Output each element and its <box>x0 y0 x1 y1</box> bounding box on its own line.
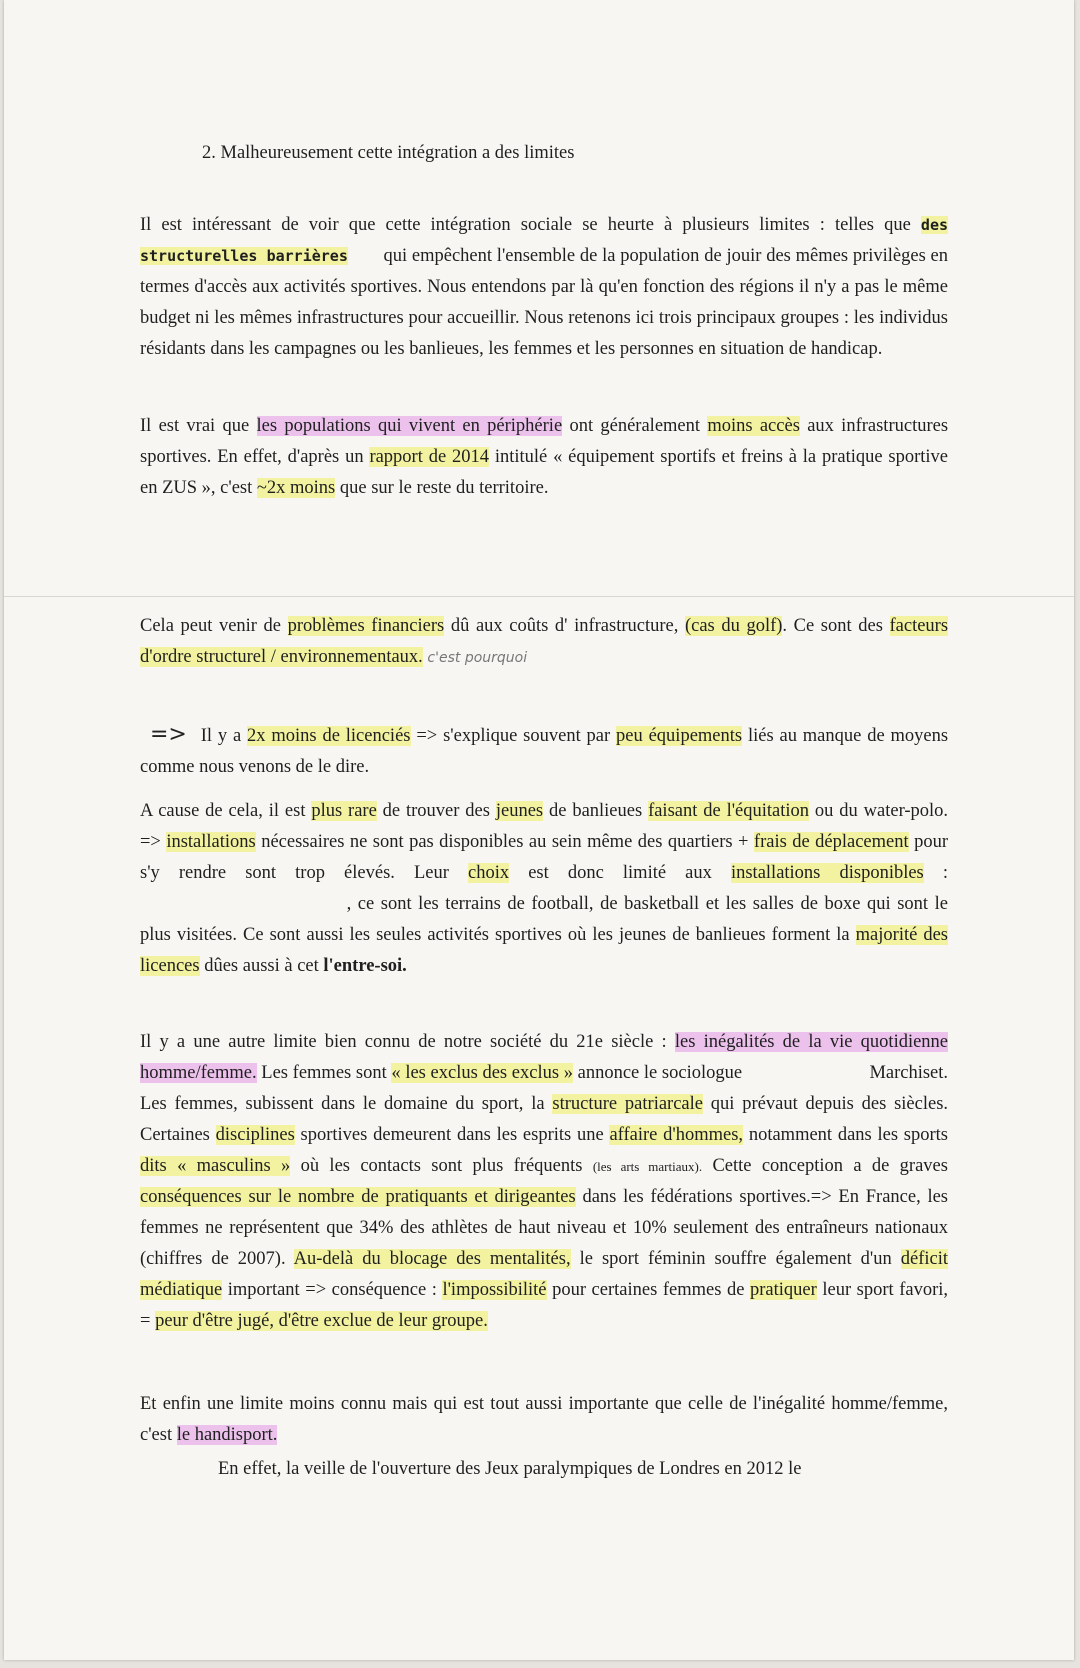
highlight: « les exclus des exclus » <box>391 1063 573 1083</box>
highlight: (cas du golf) <box>684 616 783 636</box>
highlight: choix <box>468 863 510 883</box>
highlight: majorité des licences <box>140 925 949 976</box>
highlight: affaire d'hommes, <box>609 1125 744 1145</box>
highlight: ~2x moins <box>256 478 336 498</box>
highlight: le handisport. <box>176 1425 278 1445</box>
paragraph-londres: En effet, la veille de l'ouverture des Jeux paralympiques de Londres en 2012 le <box>218 1459 802 1479</box>
arrow-icon: => <box>150 722 187 747</box>
highlight: facteurs d'ordre structurel / environnementaux. <box>140 616 949 667</box>
highlight: installations <box>166 832 256 852</box>
paragraph-femmes: Il y a une autre limite bien connu de notre société du 21e siècle : les inégalités de la vie quotidienne homme/femme. Les femmes sont « les exclus des exclus » annonce le sociologue Marchiset. Les femmes, subissent dans le domaine du sport, la structure patriarcale qui prévaut depuis des siècles. Certaines disciplines sportives demeurent dans les esprits une affaire d'hommes, notamment dans les sports dits « masculins » où les contacts sont plus fréquents (les arts martiaux). Cette conception a de graves conséquences sur le nombre de pratiquants et dirigeantes dans les fédérations sportives.=> En France, les femmes ne représentent que 34% des athlètes de haut niveau et 10% seulement des entraîneurs nationaux (chiffres de 2007). Au-delà du blocage des mentalités, le sport féminin souffre également d'un déficit médiatique important => conséquence : l'impossibilité pour certaines femmes de pratiquer leur sport favori, = peur d'être jugé, d'être exclue de leur groupe. <box>140 1032 949 1331</box>
highlight: problèmes financiers <box>287 616 445 636</box>
highlight: pratiquer <box>750 1280 817 1300</box>
handwritten-note: c'est pourquoi <box>427 650 528 666</box>
paragraph-licencies: => Il y a 2x moins de licenciés => s'explique souvent par peu équipements liés au manque de moyens comme nous venons de le dire. <box>140 722 949 777</box>
paragraph-handisport: Et enfin une limite moins connu mais qui est tout aussi importante que celle de l'inégalité homme/femme, c'est le handisport. <box>140 1394 948 1445</box>
highlight: structure patriarcale <box>552 1094 703 1114</box>
highlight: peu équipements <box>616 726 743 746</box>
paragraph-financier: Cela peut venir de problèmes financiers dû aux coûts d' infrastructure, (cas du golf). Ce sont des facteurs d'ordre structurel / environnementaux. c'est pourquoi <box>140 616 949 667</box>
highlight: rapport de 2014 <box>369 447 489 467</box>
highlight: jeunes <box>495 801 544 821</box>
highlight: plus rare <box>311 801 377 821</box>
highlight: 2x moins de licenciés <box>247 726 411 746</box>
highlight: l'impossibilité <box>442 1280 547 1300</box>
highlight: les populations qui vivent en périphérie <box>256 416 563 436</box>
document-page <box>4 0 1074 1660</box>
highlight: frais de déplacement <box>753 832 909 852</box>
section-heading: 2. Malheureusement cette intégration a des limites <box>202 143 575 163</box>
highlight: installations disponibles <box>730 863 924 883</box>
highlight: les inégalités de la vie quotidienne homme/femme. <box>140 1032 949 1083</box>
highlight: disciplines <box>215 1125 295 1145</box>
highlight: des structurelles barrières <box>140 216 949 265</box>
paragraph-peripherie: Il est vrai que les populations qui vivent en périphérie ont généralement moins accès aux infrastructures sportives. En effet, d'après un rapport de 2014 intitulé « équipement sportifs et freins à la pratique sportive en ZUS », c'est ~2x moins que sur le reste du territoire. <box>140 416 949 498</box>
highlight: conséquences sur le nombre de pratiquants et dirigeantes <box>140 1187 576 1207</box>
paragraph-banlieues: A cause de cela, il est plus rare de trouver des jeunes de banlieues faisant de l'équitation ou du water-polo. => installations nécessaires ne sont pas disponibles au sein même des quartiers + frais de déplacement pour s'y rendre sont trop élevés. Leur choix est donc limité aux installations disponibles : , ce sont les terrains de football, de basketball et les salles de boxe qui sont le plus visitées. Ce sont aussi les seules activités sportives où les jeunes de banlieues forment la majorité des licences dûes aussi à cet l'entre-soi. <box>140 801 949 976</box>
highlight: faisant de l'équitation <box>648 801 810 821</box>
highlight: Au-delà du blocage des mentalités, <box>293 1249 571 1269</box>
fold-line <box>4 596 1074 597</box>
paragraph-intro: Il est intéressant de voir que cette intégration sociale se heurte à plusieurs limites : telles que des structurelles barrières qui empêchent l'ensemble de la population de jouir des mêmes privilèges en termes d'accès aux activités sportives. Nous entendons par là qu'en fonction des régions il n'y a pas le même budget ni les mêmes infrastructures pour accueillir. Nous retenons ici trois principaux groupes : les individus résidants dans les campagnes ou les banlieues, les femmes et les personnes en situation de handicap. <box>140 215 949 359</box>
highlight: dits « masculins » <box>140 1156 291 1176</box>
highlight: déficit médiatique <box>140 1249 948 1300</box>
highlight: moins accès <box>707 416 800 436</box>
highlight: peur d'être jugé, d'être exclue de leur groupe. <box>155 1311 488 1331</box>
